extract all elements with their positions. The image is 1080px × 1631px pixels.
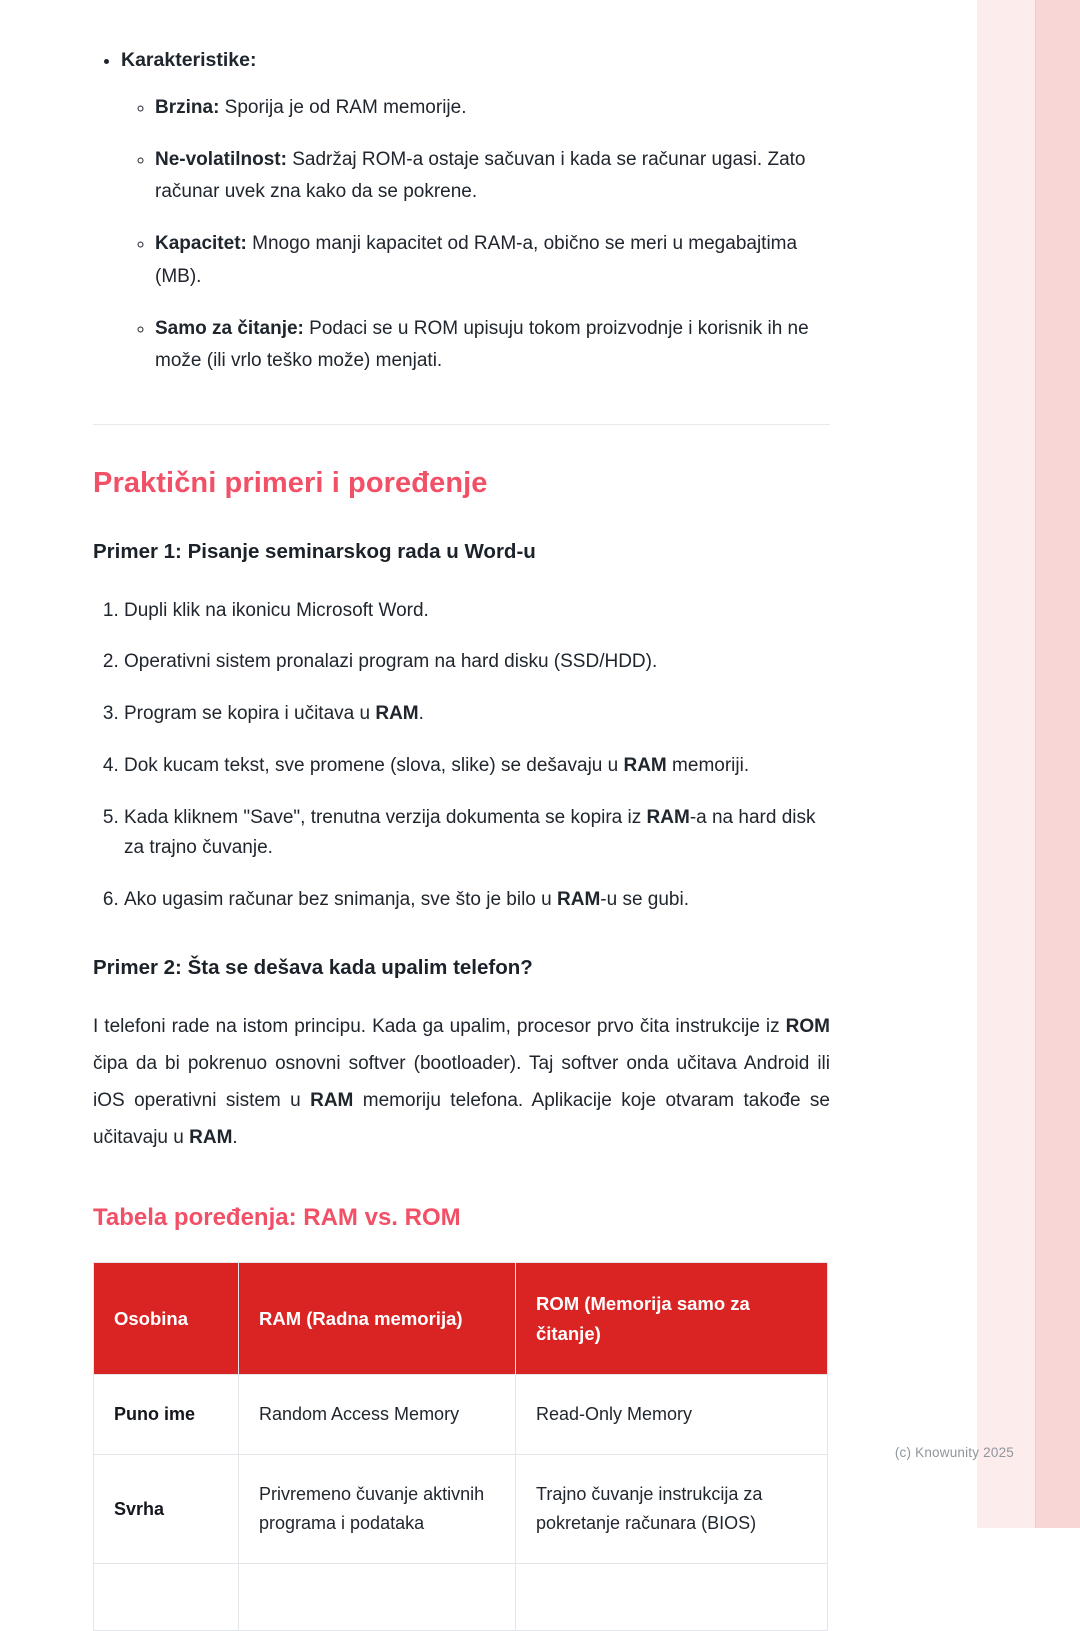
characteristics-sublist (121, 92, 830, 378)
page-edge-inner-band (977, 0, 1036, 1528)
cell-ram-value: Privremeno čuvanje aktivnih programa i podataka (239, 1455, 516, 1564)
section-heading: Praktični primeri i poređenje (93, 466, 488, 499)
table-header-row (94, 1263, 828, 1375)
document-content (93, 46, 830, 1631)
table-row (94, 1455, 828, 1564)
characteristics-title: Karakteristike: (121, 49, 257, 71)
phone-paragraph: I telefoni rade na istom principu. Kada ga upalim, procesor prvo čita instrukcije iz ROM čipa da bi pokrenuo osnovni softver (bootloader). Taj softver onda učitava Android ili iOS operativni sistem u RAM memoriju telefona. Aplikacije koje otvaram takođe se učitavaju u RAM. (93, 1015, 830, 1149)
list-item: ◦ Samo za čitanje: Podaci se u ROM upisuju tokom proizvodnje i korisnik ih ne može (ili vrlo teško može) menjati. (155, 313, 830, 378)
cell-feature: Puno ime (94, 1375, 239, 1455)
primer2-title: Primer 2: Šta se dešava kada upalim telefon? (93, 955, 533, 979)
header-cell-rom: ROM (Memorija samo za čitanje) (516, 1263, 828, 1375)
comparison-table (93, 1262, 828, 1631)
list-item: ◦ Kapacitet: Mnogo manji kapacitet od RAM-a, obično se meri u megabajtima (MB). (155, 228, 830, 293)
characteristics-list (93, 46, 830, 378)
cell-rom-value: Trajno čuvanje instrukcija za pokretanje računara (BIOS) (516, 1455, 828, 1564)
cell-ram-value (239, 1563, 516, 1630)
step-item: 2. Operativni sistem pronalazi program na hard disku (SSD/HDD). (124, 647, 830, 678)
page-edge-stripe (977, 0, 1080, 1528)
section-divider (93, 424, 830, 425)
characteristics-item (121, 46, 830, 378)
cell-feature (94, 1563, 239, 1630)
step-item: 3. Program se kopira i učitava u RAM. (124, 699, 830, 730)
primer1-title: Primer 1: Pisanje seminarskog rada u Word-u (93, 539, 536, 563)
comparison-table-heading: Tabela poređenja: RAM vs. ROM (93, 1204, 461, 1232)
cell-rom-value (516, 1563, 828, 1630)
steps-list (93, 596, 830, 916)
cell-feature: Svrha (94, 1455, 239, 1564)
table-row (94, 1375, 828, 1455)
cell-rom-value: Read-Only Memory (516, 1375, 828, 1455)
step-item: 4. Dok kucam tekst, sve promene (slova, slike) se dešavaju u RAM memoriji. (124, 751, 830, 782)
step-item: 5. Kada kliknem "Save", trenutna verzija dokumenta se kopira iz RAM-a na hard disk za trajno čuvanje. (124, 803, 830, 865)
watermark: (c) Knowunity 2025 (894, 1445, 1014, 1460)
step-item: 6. Ako ugasim računar bez snimanja, sve što je bilo u RAM-u se gubi. (124, 885, 830, 916)
step-item: 1. Dupli klik na ikonicu Microsoft Word. (124, 596, 830, 627)
cell-ram-value: Random Access Memory (239, 1375, 516, 1455)
header-cell-osobina: Osobina (94, 1263, 239, 1375)
list-item: ◦ Ne-volatilnost: Sadržaj ROM-a ostaje sačuvan i kada se računar ugasi. Zato računar uvek zna kako da se pokrene. (155, 144, 830, 209)
list-item: ◦ Brzina: Sporija je od RAM memorije. (155, 92, 830, 124)
header-cell-ram: RAM (Radna memorija) (239, 1263, 516, 1375)
table-row-partial (94, 1563, 828, 1630)
